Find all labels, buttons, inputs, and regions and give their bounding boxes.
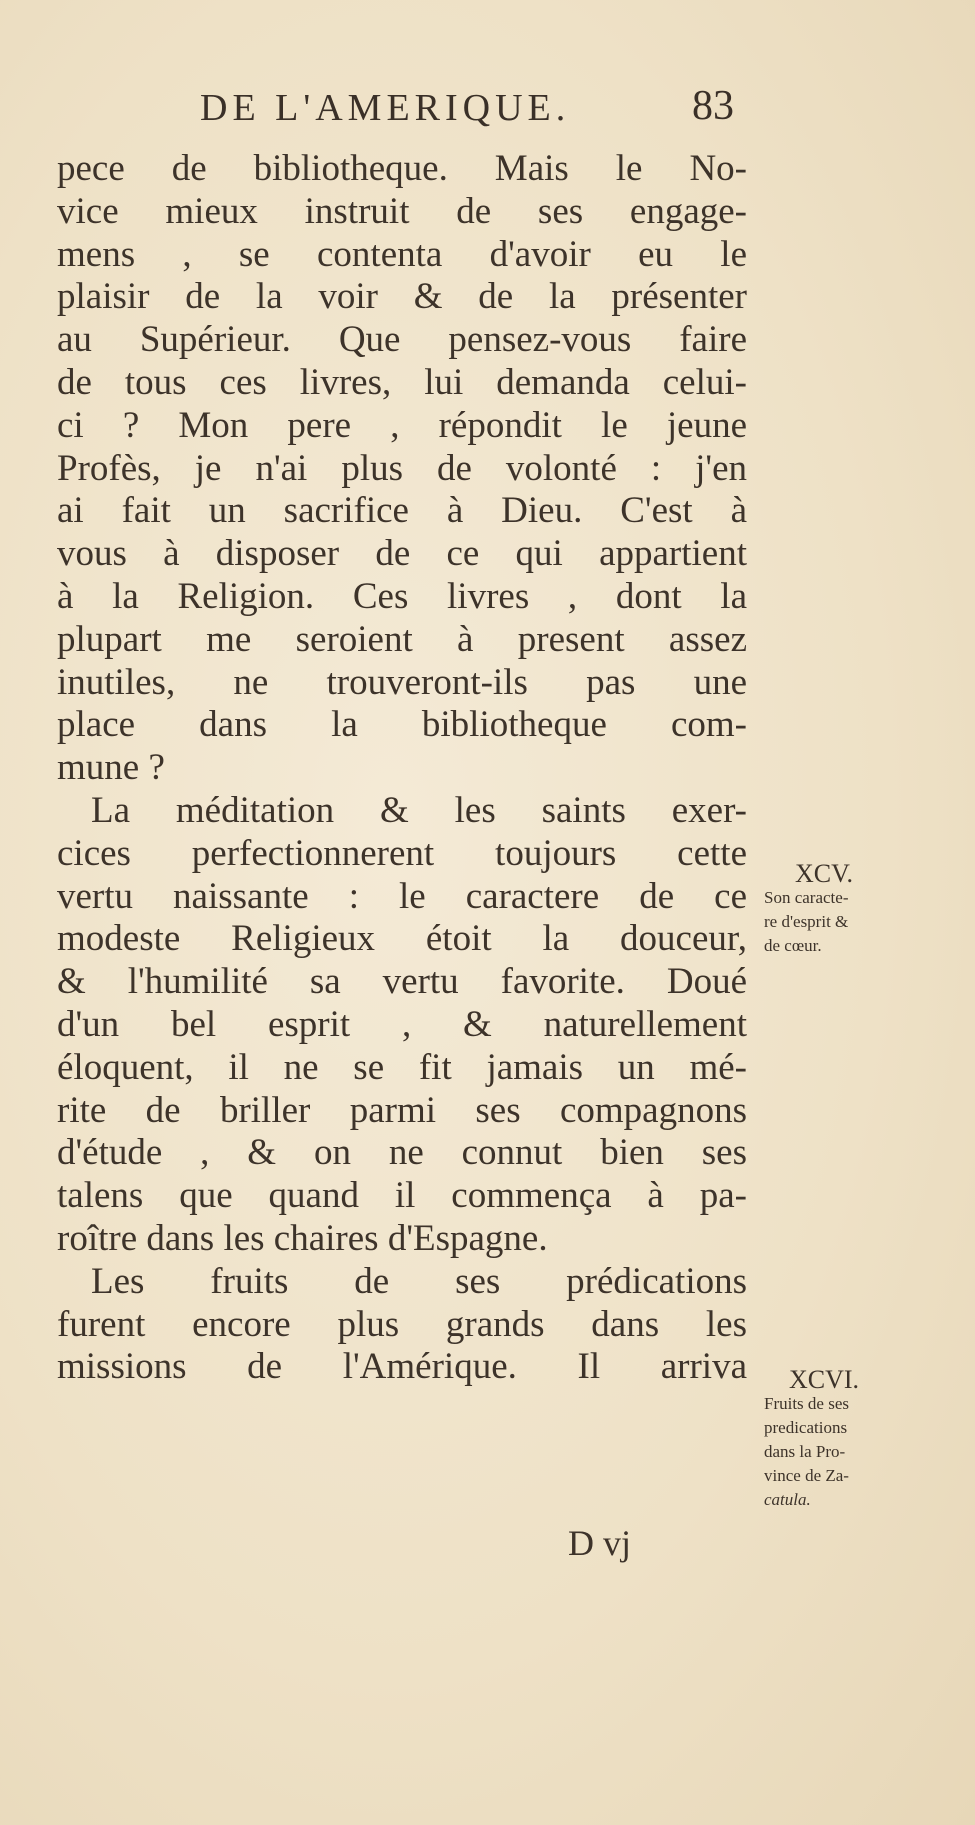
text-line: plupart me seroient à present assez bbox=[57, 618, 747, 660]
text-line: pece de bibliotheque. Mais le No- bbox=[57, 148, 747, 189]
text-line: de tous ces livres, lui demanda celui- bbox=[57, 361, 747, 403]
marginal-note-line: dans la Pro- bbox=[764, 1442, 846, 1461]
text-line: au Supérieur. Que pensez-vous faire bbox=[57, 319, 747, 361]
text-line: vice mieux instruit de ses engage- bbox=[57, 190, 747, 232]
text-line: talens que quand il commença à pa- bbox=[57, 1175, 747, 1217]
text-line: à la Religion. Ces livres , dont la bbox=[57, 575, 747, 617]
text-line: rite de briller parmi ses compagnons bbox=[57, 1089, 747, 1131]
text-line: éloquent, il ne se fit jamais un mé- bbox=[57, 1046, 747, 1088]
text-line: ai fait un sacrifice à Dieu. C'est à bbox=[57, 490, 747, 532]
marginal-note-line: Fruits de ses bbox=[764, 1394, 849, 1413]
text-line: plaisir de la voir & de la présenter bbox=[57, 276, 747, 318]
text-line: cices perfectionnerent toujours cette bbox=[57, 832, 747, 874]
text-line: Profès, je n'ai plus de volonté : j'en bbox=[57, 447, 747, 489]
text-line: vertu naissante : le caractere de ce bbox=[57, 875, 747, 917]
signature-mark: D vj bbox=[568, 1523, 631, 1563]
text-line: furent encore plus grands dans les bbox=[57, 1303, 747, 1345]
text-line: place dans la bibliotheque com- bbox=[57, 704, 747, 746]
marginal-note-line: predications bbox=[764, 1418, 848, 1437]
text-line: inutiles, ne trouveront-ils pas une bbox=[57, 661, 747, 703]
text-line: vous à disposer de ce qui appartient bbox=[57, 533, 747, 575]
text-line: La méditation & les saints exer- bbox=[91, 789, 747, 831]
marginal-note-line: Son caracte- bbox=[764, 888, 849, 907]
page-number: 83 bbox=[692, 83, 734, 129]
text-line: & l'humilité sa vertu favorite. Doué bbox=[57, 961, 747, 1003]
text-line: d'étude , & on ne connut bien ses bbox=[57, 1132, 747, 1174]
text-line: modeste Religieux étoit la douceur, bbox=[57, 918, 747, 960]
body-text bbox=[57, 148, 747, 1389]
marginal-note-number: XCVI. bbox=[788, 1365, 860, 1394]
text-line: ci ? Mon pere , répondit le jeune bbox=[57, 404, 747, 446]
marginal-note bbox=[764, 859, 964, 958]
running-title: DE L'AMERIQUE. bbox=[200, 87, 571, 129]
marginal-note bbox=[764, 1365, 964, 1512]
marginal-note-line: de cœur. bbox=[764, 936, 822, 955]
text-line: d'un bel esprit , & naturellement bbox=[57, 1003, 747, 1045]
marginal-note-line: re d'esprit & bbox=[764, 912, 849, 931]
text-line: roître dans les chaires d'Espagne. bbox=[57, 1217, 548, 1259]
marginal-note-line: catula. bbox=[764, 1490, 811, 1509]
text-line: mune ? bbox=[57, 747, 165, 789]
text-line: missions de l'Amérique. Il arriva bbox=[57, 1346, 747, 1388]
text-line: Les fruits de ses prédications bbox=[91, 1260, 747, 1302]
marginal-note-line: vince de Za- bbox=[764, 1466, 849, 1485]
text-line: mens , se contenta d'avoir eu le bbox=[57, 233, 747, 275]
marginal-note-number: XCV. bbox=[794, 859, 854, 888]
